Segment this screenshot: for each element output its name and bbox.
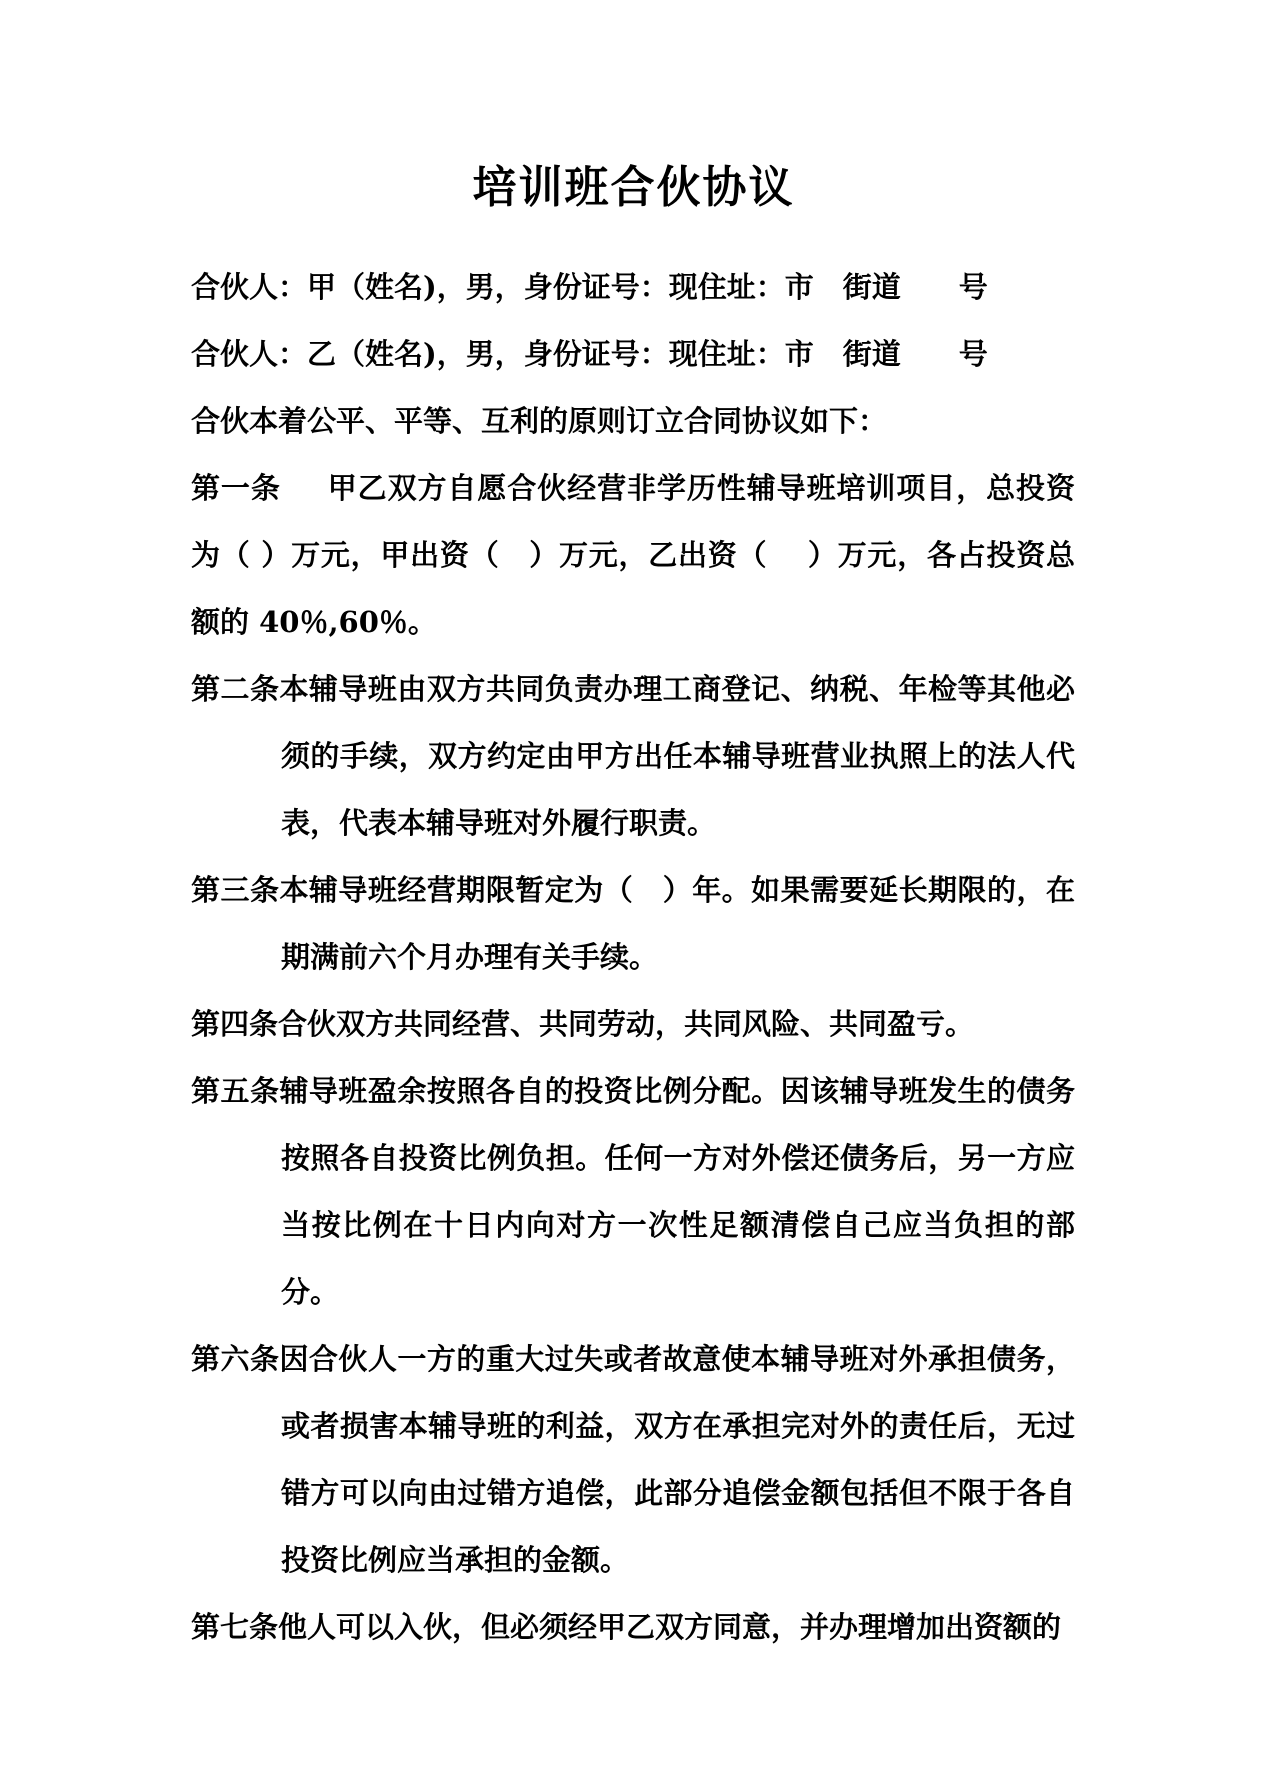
article-6-number: 第六条 [191,1342,280,1376]
article-7-number: 第七条 [191,1610,279,1644]
document-body [191,254,1075,1661]
article-4-text: 合伙双方共同经营、共同劳动，共同风险、共同盈亏。 [278,1007,975,1041]
article-3-number: 第三条 [191,873,280,907]
article-2 [191,656,1075,857]
article-5 [191,1058,1075,1326]
document-title: 培训班合伙协议 [472,162,795,213]
article-5-text: 辅导班盈余按照各自的投资比例分配。因该辅导班发生的债务按照各自投资比例负担。任何一方对外偿还债务后，另一方应当按比例在十日内向对方一次性足额清偿自己应当负担的部分。 [279,1074,1075,1309]
preamble: 合伙本着公平、平等、互利的原则订立合同协议如下： [191,404,888,438]
article-2-text: 本辅导班由双方共同负责办理工商登记、纳税、年检等其他必须的手续，双方约定由甲方出任本辅导班营业执照上的法人代表，代表本辅导班对外履行职责。 [279,672,1075,840]
article-1-number: 第一条 [191,471,281,505]
partner-a-line: 合伙人：甲（姓名)，男，身份证号：现住址：市 街道 号 [191,270,988,304]
article-6 [191,1326,1075,1594]
partner-b-line: 合伙人：乙（姓名)，男，身份证号：现住址：市 街道 号 [191,337,988,371]
article-1 [191,455,1075,656]
article-4-number: 第四条 [191,1007,279,1041]
article-3-text: 本辅导班经营期限暂定为（ ）年。如果需要延长期限的，在期满前六个月办理有关手续。 [279,873,1075,974]
article-1-text: 甲乙双方自愿合伙经营非学历性辅导班培训项目，总投资为（ ）万元，甲出资（ ）万元，乙出资（ ）万元，各占投资总额的 40％,60％。 [191,471,1075,639]
article-3 [191,857,1075,991]
article-6-text: 因合伙人一方的重大过失或者故意使本辅导班对外承担债务，或者损害本辅导班的利益，双方在承担完对外的责任后，无过错方可以向由过错方追偿，此部分追偿金额包括但不限于各自投资比例应当承担的金额。 [279,1342,1075,1577]
article-7 [191,1594,1075,1661]
article-7-text: 他人可以入伙，但必须经甲乙双方同意，并办理增加出资额的 [278,1610,1062,1644]
article-4 [191,991,1075,1058]
article-5-number: 第五条 [191,1074,280,1108]
article-2-number: 第二条 [191,672,280,706]
